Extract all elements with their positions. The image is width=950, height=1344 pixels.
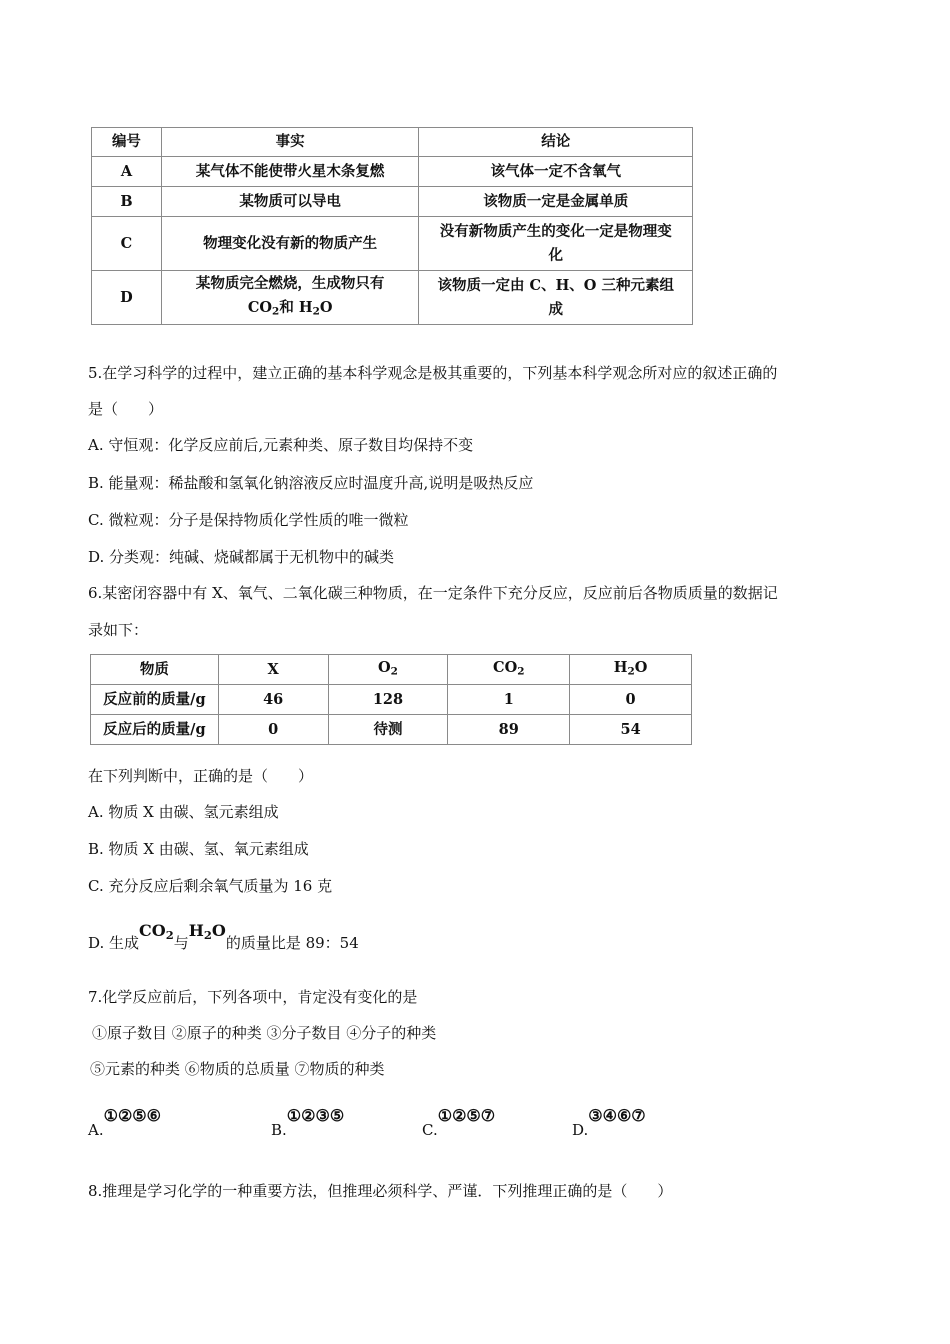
header-o2: $O_2$ bbox=[328, 655, 448, 685]
row-fact: 物理变化没有新的物质产生 bbox=[161, 217, 419, 271]
q6-stem-line1: 6.某密闭容器中有 X、氧气、二氧化碳三种物质，在一定条件下充分反应，反应前后各物质质量的数据记 bbox=[88, 584, 778, 602]
row-id: C bbox=[92, 217, 162, 271]
q6-option-c: C. 充分反应后剩余氧气质量为 16 克 bbox=[88, 877, 333, 895]
q5-option-a: A. 守恒观：化学反应前后,元素种类、原子数目均保持不变 bbox=[88, 436, 474, 454]
cell: 54 bbox=[570, 715, 692, 745]
table-header-row bbox=[91, 655, 692, 685]
table-row bbox=[92, 187, 693, 217]
q7-stem: 7.化学反应前后，下列各项中，肯定没有变化的是 bbox=[88, 988, 418, 1006]
header-substance: 物质 bbox=[91, 655, 219, 685]
h2o-formula: $H_2O$ bbox=[188, 921, 226, 942]
row-label: 反应前的质量/g bbox=[91, 685, 219, 715]
cell: 1 bbox=[448, 685, 570, 715]
q7-option-a: A.①②⑤⑥ bbox=[88, 1106, 161, 1139]
table-header-row bbox=[92, 128, 693, 157]
q5-stem-line2: 是（ ） bbox=[88, 400, 164, 418]
cell: 46 bbox=[218, 685, 328, 715]
row-fact: 某气体不能使带火星木条复燃 bbox=[161, 157, 419, 187]
cell: 0 bbox=[570, 685, 692, 715]
q6-option-a: A. 物质 X 由碳、氢元素组成 bbox=[88, 803, 279, 821]
q5-stem-line1: 5.在学习科学的过程中，建立正确的基本科学观念是极其重要的，下列基本科学观念所对应的叙述正确的 bbox=[88, 364, 778, 382]
header-h2o: $H_2O$ bbox=[570, 655, 692, 685]
table-row bbox=[92, 217, 693, 271]
row-conclusion: 该物质一定由 C、H、O 三种元素组 成 bbox=[419, 271, 693, 325]
header-x: X bbox=[218, 655, 328, 685]
mass-data-table bbox=[90, 654, 692, 745]
q6-prompt: 在下列判断中，正确的是（ ） bbox=[88, 767, 314, 785]
table-row bbox=[92, 157, 693, 187]
table-row bbox=[92, 271, 693, 325]
q8-stem: 8.推理是学习化学的一种重要方法，但推理必须科学、严谨．下列推理正确的是（ ） bbox=[88, 1182, 673, 1200]
row-id: D bbox=[92, 271, 162, 325]
facts-conclusions-table bbox=[91, 127, 693, 325]
header-id: 编号 bbox=[92, 128, 162, 157]
q7-option-d: D.③④⑥⑦ bbox=[572, 1106, 646, 1139]
q7-items-line2: ⑤元素的种类 ⑥物质的总质量 ⑦物质的种类 bbox=[90, 1060, 385, 1078]
q6-option-b: B. 物质 X 由碳、氢、氧元素组成 bbox=[88, 840, 309, 858]
q6-option-d: D. 生成$CO_2$与$H_2O$的质量比是 89：54 bbox=[88, 921, 359, 952]
cell: 128 bbox=[328, 685, 448, 715]
q5-option-c: C. 微粒观：分子是保持物质化学性质的唯一微粒 bbox=[88, 511, 409, 529]
table-row bbox=[91, 715, 692, 745]
q5-option-d: D. 分类观：纯碱、烧碱都属于无机物中的碱类 bbox=[88, 548, 395, 566]
row-id: A bbox=[92, 157, 162, 187]
q7-option-c: C.①②⑤⑦ bbox=[422, 1106, 496, 1139]
cell: 待测 bbox=[328, 715, 448, 745]
q7-option-b: B.①②③⑤ bbox=[271, 1106, 345, 1139]
cell: 89 bbox=[448, 715, 570, 745]
cell: 0 bbox=[218, 715, 328, 745]
q5-option-b: B. 能量观：稀盐酸和氢氧化钠溶液反应时温度升高,说明是吸热反应 bbox=[88, 474, 534, 492]
table-row bbox=[91, 685, 692, 715]
header-co2: $CO_2$ bbox=[448, 655, 570, 685]
header-fact: 事实 bbox=[161, 128, 419, 157]
row-conclusion: 该气体一定不含氧气 bbox=[419, 157, 693, 187]
q7-items-line1: ①原子数目 ②原子的种类 ③分子数目 ④分子的种类 bbox=[92, 1024, 437, 1042]
header-conclusion: 结论 bbox=[419, 128, 693, 157]
row-conclusion: 该物质一定是金属单质 bbox=[419, 187, 693, 217]
row-conclusion: 没有新物质产生的变化一定是物理变 化 bbox=[419, 217, 693, 271]
co2-formula: $CO_2$ bbox=[139, 921, 174, 942]
row-id: B bbox=[92, 187, 162, 217]
row-fact: 某物质完全燃烧，生成物只有 $CO_2$和 $H_2O$ bbox=[161, 271, 419, 325]
row-label: 反应后的质量/g bbox=[91, 715, 219, 745]
row-fact: 某物质可以导电 bbox=[161, 187, 419, 217]
q6-stem-line2: 录如下： bbox=[88, 621, 149, 639]
